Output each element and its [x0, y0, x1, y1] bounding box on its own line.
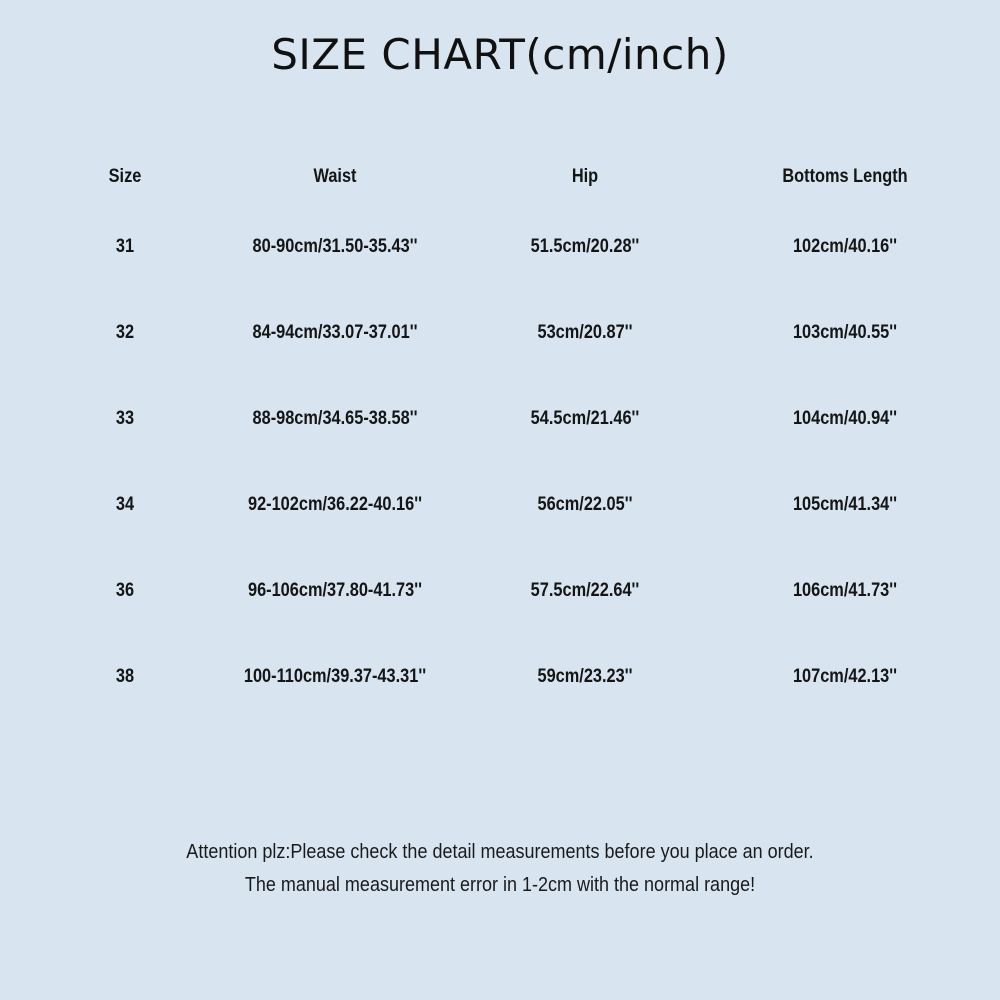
cell-size: 32 — [115, 322, 135, 343]
cell-bottoms-length: 106cm/41.73'' — [792, 580, 898, 601]
table-row — [40, 376, 980, 462]
cell-size: 38 — [115, 666, 135, 687]
table-row — [40, 290, 980, 376]
cell-size: 34 — [115, 494, 135, 515]
cell-hip: 53cm/20.87'' — [537, 322, 633, 343]
note-line-1: Attention plz:Please check the detail measurements before you place an order. — [186, 841, 814, 863]
header-waist: Waist — [313, 166, 357, 187]
size-chart-table — [40, 150, 980, 720]
cell-waist: 96-106cm/37.80-41.73'' — [247, 580, 423, 601]
cell-hip: 51.5cm/20.28'' — [530, 236, 640, 257]
note-line-2: The manual measurement error in 1-2cm with the normal range! — [244, 874, 756, 896]
header-hip: Hip — [571, 166, 599, 187]
cell-size: 36 — [115, 580, 135, 601]
table-row — [40, 204, 980, 290]
cell-hip: 59cm/23.23'' — [537, 666, 633, 687]
table-row — [40, 634, 980, 720]
cell-bottoms-length: 103cm/40.55'' — [792, 322, 898, 343]
attention-note — [0, 836, 1000, 902]
table-header-row — [40, 150, 980, 204]
page-title: SIZE CHART(cm/inch) — [271, 30, 729, 79]
cell-bottoms-length: 102cm/40.16'' — [792, 236, 898, 257]
cell-hip: 57.5cm/22.64'' — [530, 580, 640, 601]
cell-waist: 92-102cm/36.22-40.16'' — [247, 494, 423, 515]
cell-hip: 54.5cm/21.46'' — [530, 408, 640, 429]
cell-size: 33 — [115, 408, 135, 429]
cell-waist: 84-94cm/33.07-37.01'' — [252, 322, 418, 343]
header-size: Size — [108, 166, 142, 187]
cell-waist: 88-98cm/34.65-38.58'' — [252, 408, 418, 429]
table-row — [40, 548, 980, 634]
cell-bottoms-length: 107cm/42.13'' — [792, 666, 898, 687]
cell-waist: 80-90cm/31.50-35.43'' — [252, 236, 418, 257]
cell-hip: 56cm/22.05'' — [537, 494, 633, 515]
table-row — [40, 462, 980, 548]
cell-waist: 100-110cm/39.37-43.31'' — [243, 666, 427, 687]
cell-bottoms-length: 105cm/41.34'' — [792, 494, 898, 515]
header-bottoms-length: Bottoms Length — [782, 166, 908, 187]
cell-bottoms-length: 104cm/40.94'' — [792, 408, 898, 429]
cell-size: 31 — [115, 236, 135, 257]
